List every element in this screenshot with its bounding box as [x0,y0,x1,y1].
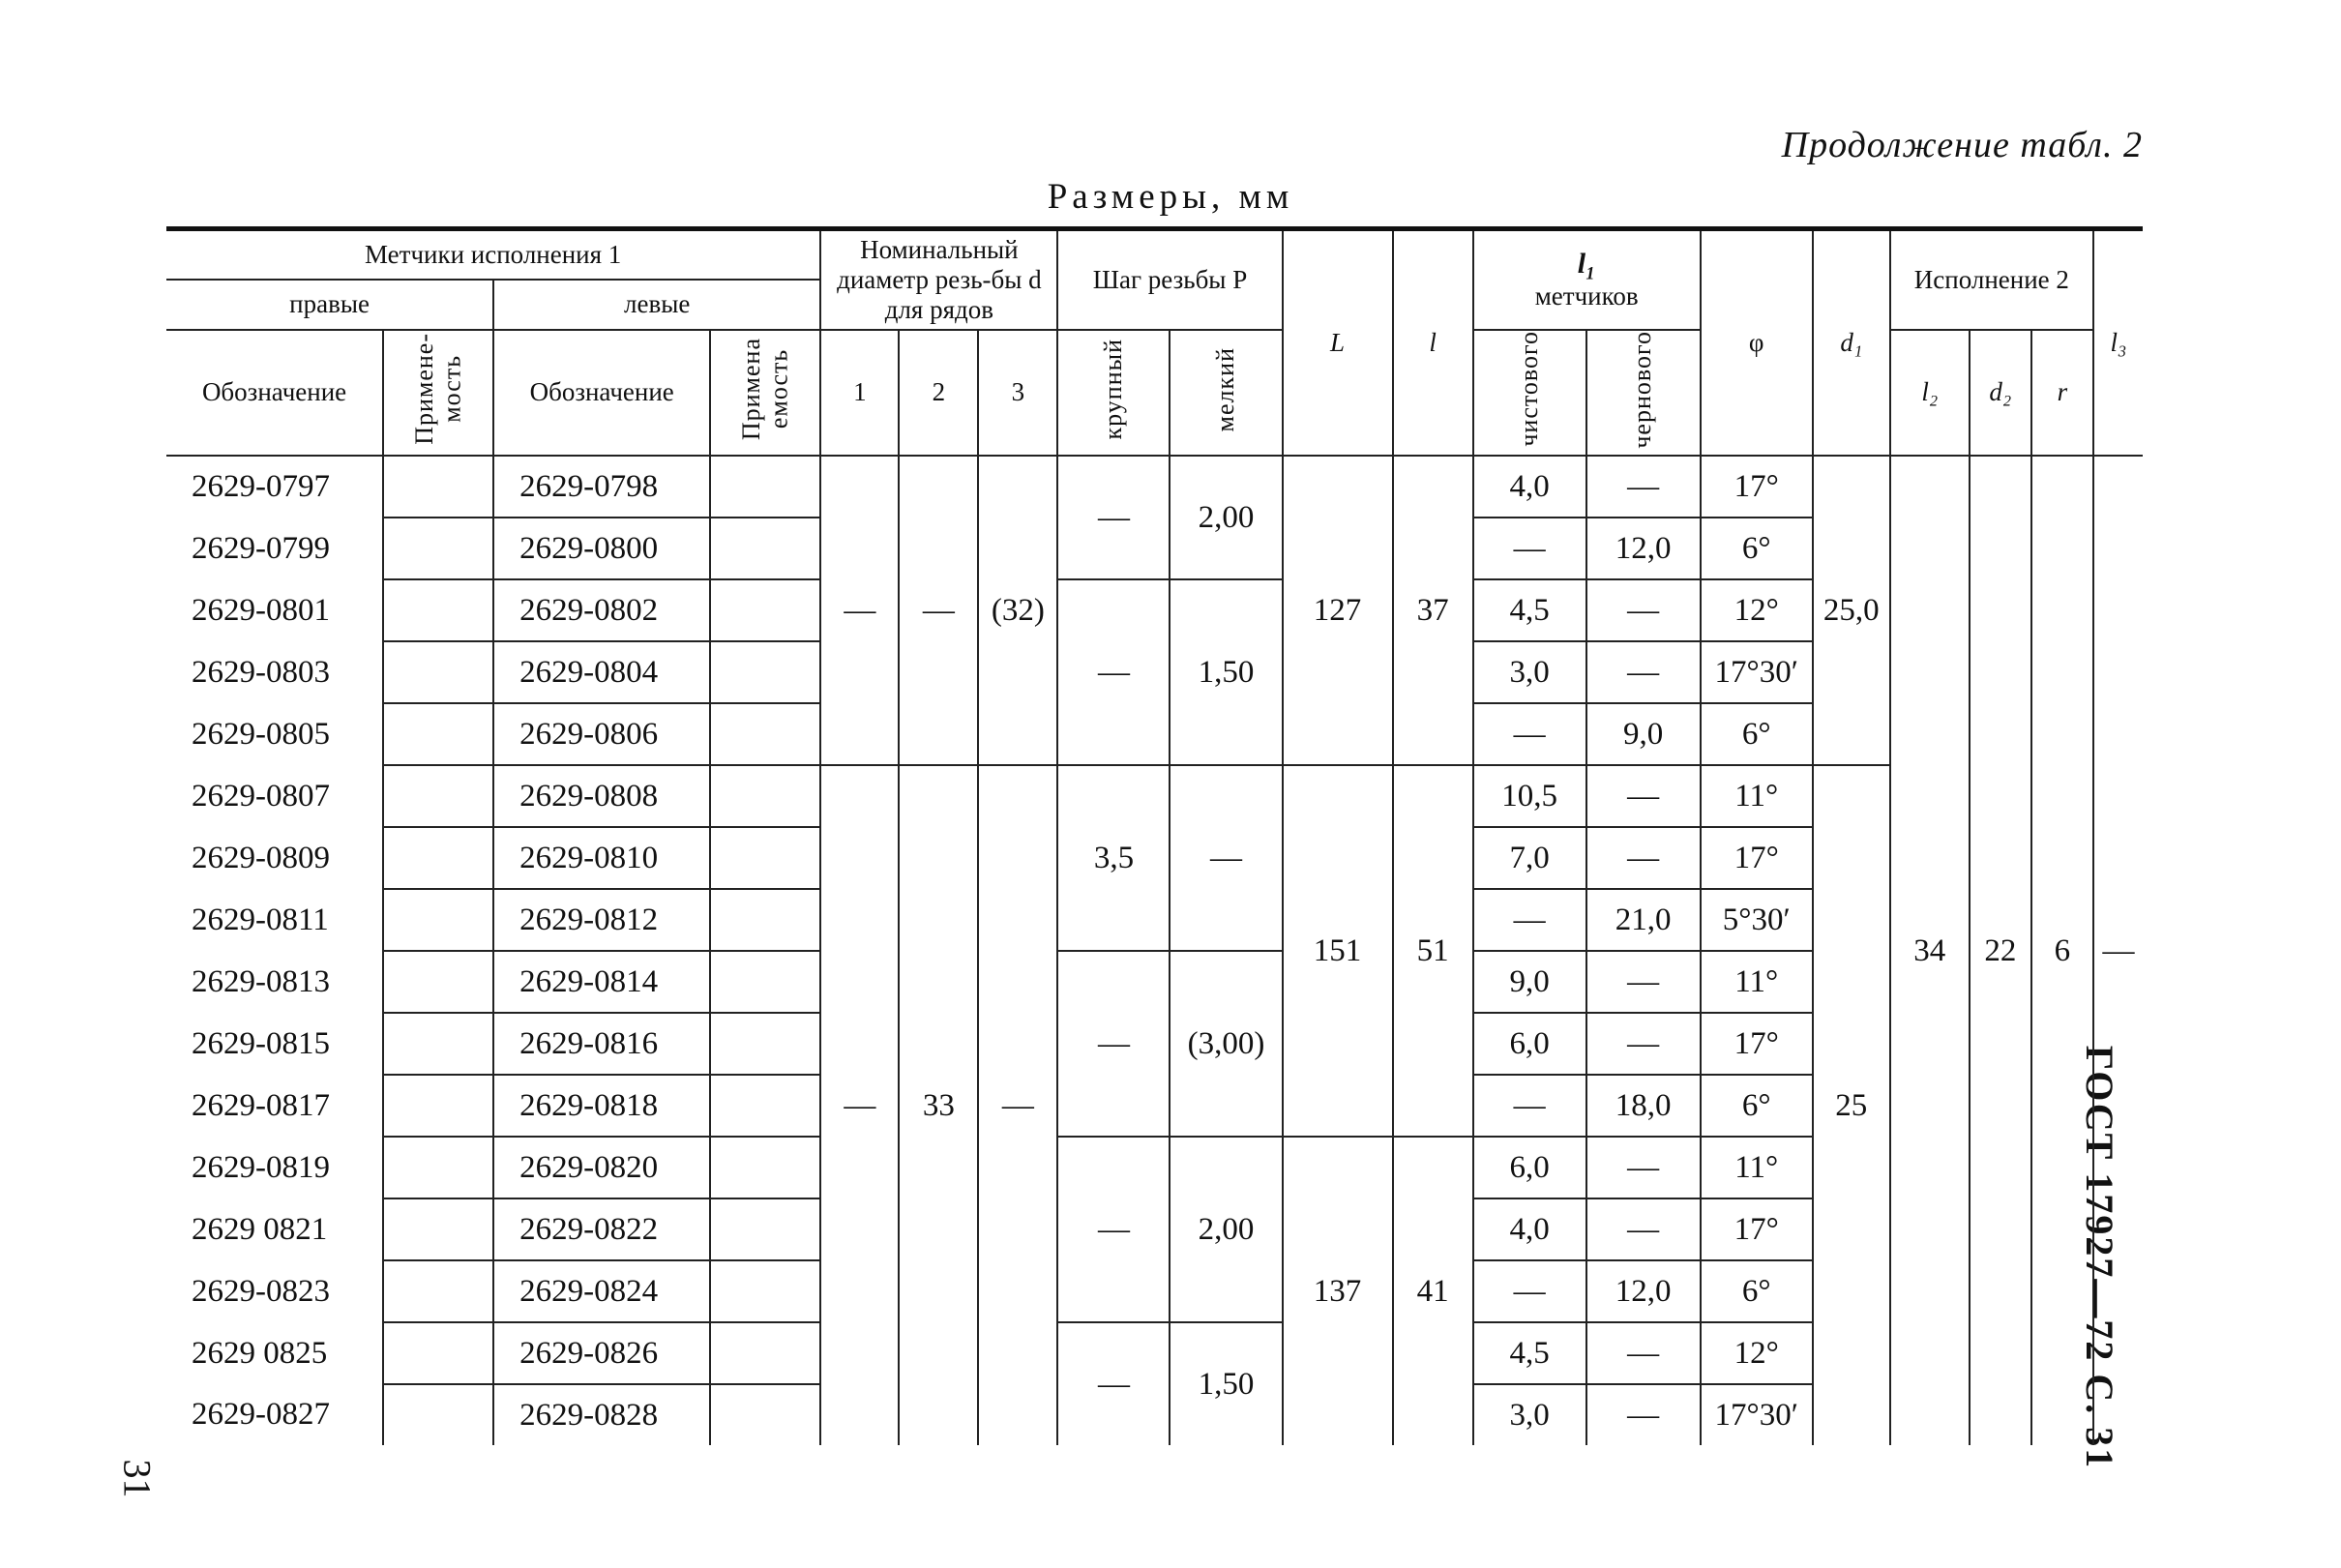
angle-phi: 6° [1701,518,1813,579]
length-l: 51 [1393,765,1473,1137]
pitch-fine: (3,00) [1170,951,1282,1137]
designation-right: 2629-0797 [192,469,330,505]
designation-left: 2629-0808 [493,765,710,827]
l1-finish: — [1473,1260,1586,1322]
l1-rough: — [1586,1198,1701,1260]
diameter-row2: — [899,456,978,765]
header-coarse [1057,330,1170,457]
angle-phi: 12° [1701,1322,1813,1384]
finish-label: чистового [1514,331,1543,448]
pitch-fine: 2,00 [1170,1137,1282,1322]
l1-finish: 4,5 [1473,1322,1586,1384]
header-finish [1473,330,1586,457]
designation-right: 2629 0825 [192,1335,328,1371]
applicability-left [710,518,820,579]
applicability-right [383,641,493,703]
table-continuation-caption: Продолжение табл. 2 [1781,125,2143,165]
header-d1: d₁ [1813,229,1890,457]
applicability-right [383,1260,493,1322]
l1-rough: — [1586,1384,1701,1445]
pitch-coarse: — [1057,1322,1170,1445]
applicability-right-label: Примене- мость [409,333,466,446]
designation-right: 2629-0803 [192,654,330,690]
rough-label: чернового [1628,330,1657,449]
applicability-right [383,579,493,641]
l1-finish: 4,0 [1473,456,1586,518]
designation-left: 2629-0798 [493,456,710,518]
l1-rough: — [1586,1137,1701,1198]
diameter-row1: — [820,765,899,1445]
angle-phi: 11° [1701,1137,1813,1198]
applicability-left [710,951,820,1013]
header-d2: d₂ [1970,330,2031,457]
angle-phi: 17° [1701,456,1813,518]
diameter-d1: 25,0 [1813,456,1890,765]
applicability-right [383,951,493,1013]
angle-phi: 17° [1701,827,1813,889]
header-l3: l₃ [2093,229,2143,457]
header-designation-right: Обозначение [166,330,383,457]
length-L: 137 [1283,1137,1393,1445]
header-L: L [1283,229,1393,457]
designation-left: 2629-0810 [493,827,710,889]
applicability-left [710,1198,820,1260]
designation-right: 2629-0801 [192,592,330,628]
applicability-left [710,1137,820,1198]
applicability-right [383,1322,493,1384]
applicability-right [383,889,493,951]
pitch-fine: 1,50 [1170,579,1282,765]
pitch-fine: — [1170,765,1282,951]
header-applicability-right [383,330,493,457]
header-left: левые [493,280,820,330]
length-L: 127 [1283,456,1393,765]
l1-rough: — [1586,1013,1701,1075]
designation-left: 2629-0816 [493,1013,710,1075]
pitch-coarse: — [1057,951,1170,1137]
applicability-left [710,765,820,827]
header-row-2: 2 [899,330,978,457]
pitch-coarse: — [1057,1137,1170,1322]
angle-phi: 6° [1701,1260,1813,1322]
radius-r: 6 [2031,456,2093,1445]
designation-left: 2629-0826 [493,1322,710,1384]
applicability-right [383,1137,493,1198]
applicability-left [710,456,820,518]
angle-phi: 17°30′ [1701,1384,1813,1445]
designation-right: 2629-0819 [192,1149,330,1185]
fine-label: мелкий [1211,346,1240,432]
applicability-right [383,1198,493,1260]
header-r: r [2031,330,2093,457]
l1-rough: 21,0 [1586,889,1701,951]
standard-code: ГОСТ 17927—72 С. 31 [2078,1045,2122,1470]
applicability-right [383,703,493,765]
designation-right: 2629-0827 [192,1397,330,1433]
l1-rough: — [1586,456,1701,518]
l1-finish: 3,0 [1473,1384,1586,1445]
header-applicability-left [710,330,820,457]
length-L: 151 [1283,765,1393,1137]
designation-right: 2629-0823 [192,1273,330,1309]
designation-right: 2629-0799 [192,530,330,566]
angle-phi: 6° [1701,1075,1813,1137]
applicability-right [383,518,493,579]
l1-finish: 3,0 [1473,641,1586,703]
applicability-left [710,703,820,765]
designation-left: 2629-0814 [493,951,710,1013]
header-l: l [1393,229,1473,457]
header-rough [1586,330,1701,457]
designation-left: 2629-0828 [493,1384,710,1445]
applicability-right [383,1075,493,1137]
units-subtitle: Размеры, мм [1047,177,1294,217]
diameter-d2: 22 [1970,456,2031,1445]
designation-right: 2629 0821 [192,1211,328,1247]
diameter-d1: 25 [1813,765,1890,1445]
header-l1 [1473,229,1701,330]
designation-right: 2629-0813 [192,963,330,999]
header-pitch: Шаг резьбы P [1057,229,1282,330]
applicability-left [710,1260,820,1322]
applicability-left-label: Примена емость [736,338,793,441]
applicability-right [383,765,493,827]
header-nominal-diameter: Номинальный диаметр резь-бы d для рядов [820,229,1057,330]
table-row [166,456,2143,518]
designation-left: 2629-0800 [493,518,710,579]
designation-left: 2629-0822 [493,1198,710,1260]
designation-left: 2629-0804 [493,641,710,703]
angle-phi: 17° [1701,1013,1813,1075]
l1-rough: 12,0 [1586,1260,1701,1322]
designation-right: 2629-0809 [192,840,330,875]
applicability-left [710,1322,820,1384]
designation-left: 2629-0812 [493,889,710,951]
header-row-1: 1 [820,330,899,457]
header-right: правые [166,280,493,330]
l1-rough: — [1586,579,1701,641]
l1-finish: — [1473,1075,1586,1137]
l1-rough: — [1586,827,1701,889]
l1-rough: — [1586,641,1701,703]
coarse-label: крупный [1099,339,1128,440]
header-fine [1170,330,1282,457]
page-number: 31 [115,1459,160,1498]
length-l: 37 [1393,456,1473,765]
pitch-coarse: — [1057,579,1170,765]
header-l1-text: метчиков [1534,281,1639,311]
l1-finish: — [1473,703,1586,765]
diameter-row3: (32) [978,456,1057,765]
applicability-left [710,827,820,889]
l1-rough: — [1586,1322,1701,1384]
angle-phi: 17° [1701,1198,1813,1260]
angle-phi: 5°30′ [1701,889,1813,951]
l1-finish: — [1473,518,1586,579]
diameter-row2: 33 [899,765,978,1445]
applicability-left [710,1384,820,1445]
pitch-fine: 2,00 [1170,456,1282,579]
header-taps-type1: Метчики исполнения 1 [166,229,820,280]
designation-left: 2629-0806 [493,703,710,765]
l1-finish: 6,0 [1473,1013,1586,1075]
pitch-coarse: 3,5 [1057,765,1170,951]
header-l1-symbol: l₁ [1577,248,1596,281]
applicability-left [710,1013,820,1075]
header-l2: l₂ [1890,330,1970,457]
header-version2: Исполнение 2 [1890,229,2093,330]
designation-left: 2629-0820 [493,1137,710,1198]
angle-phi: 11° [1701,951,1813,1013]
angle-phi: 6° [1701,703,1813,765]
applicability-left [710,579,820,641]
l1-rough: 9,0 [1586,703,1701,765]
applicability-right [383,1384,493,1445]
applicability-right [383,456,493,518]
l1-rough: 12,0 [1586,518,1701,579]
length-l: 41 [1393,1137,1473,1445]
applicability-right [383,1013,493,1075]
l1-rough: — [1586,951,1701,1013]
designation-right: 2629-0807 [192,778,330,814]
header-phi: φ [1701,229,1813,457]
designation-left: 2629-0824 [493,1260,710,1322]
applicability-left [710,1075,820,1137]
l1-finish: 10,5 [1473,765,1586,827]
applicability-left [710,889,820,951]
angle-phi: 11° [1701,765,1813,827]
diameter-row1: — [820,456,899,765]
angle-phi: 17°30′ [1701,641,1813,703]
designation-right: 2629-0817 [192,1087,330,1123]
diameter-row3: — [978,765,1057,1445]
angle-phi: 12° [1701,579,1813,641]
table-row [166,765,2143,827]
pitch-fine: 1,50 [1170,1322,1282,1445]
length-l2: 34 [1890,456,1970,1445]
l1-finish: 7,0 [1473,827,1586,889]
dimensions-table [166,226,2143,1445]
applicability-left [710,641,820,703]
designation-right: 2629-0805 [192,716,330,752]
header-row-3: 3 [978,330,1057,457]
designation-left: 2629-0818 [493,1075,710,1137]
l1-finish: — [1473,889,1586,951]
header-designation-left: Обозначение [493,330,710,457]
designation-right: 2629-0811 [192,902,329,937]
applicability-right [383,827,493,889]
l1-finish: 9,0 [1473,951,1586,1013]
designation-left: 2629-0802 [493,579,710,641]
l1-finish: 6,0 [1473,1137,1586,1198]
l1-rough: — [1586,765,1701,827]
l1-rough: 18,0 [1586,1075,1701,1137]
pitch-coarse: — [1057,456,1170,579]
l1-finish: 4,0 [1473,1198,1586,1260]
designation-right: 2629-0815 [192,1025,330,1061]
l1-finish: 4,5 [1473,579,1586,641]
length-l3: — [2093,456,2143,1445]
